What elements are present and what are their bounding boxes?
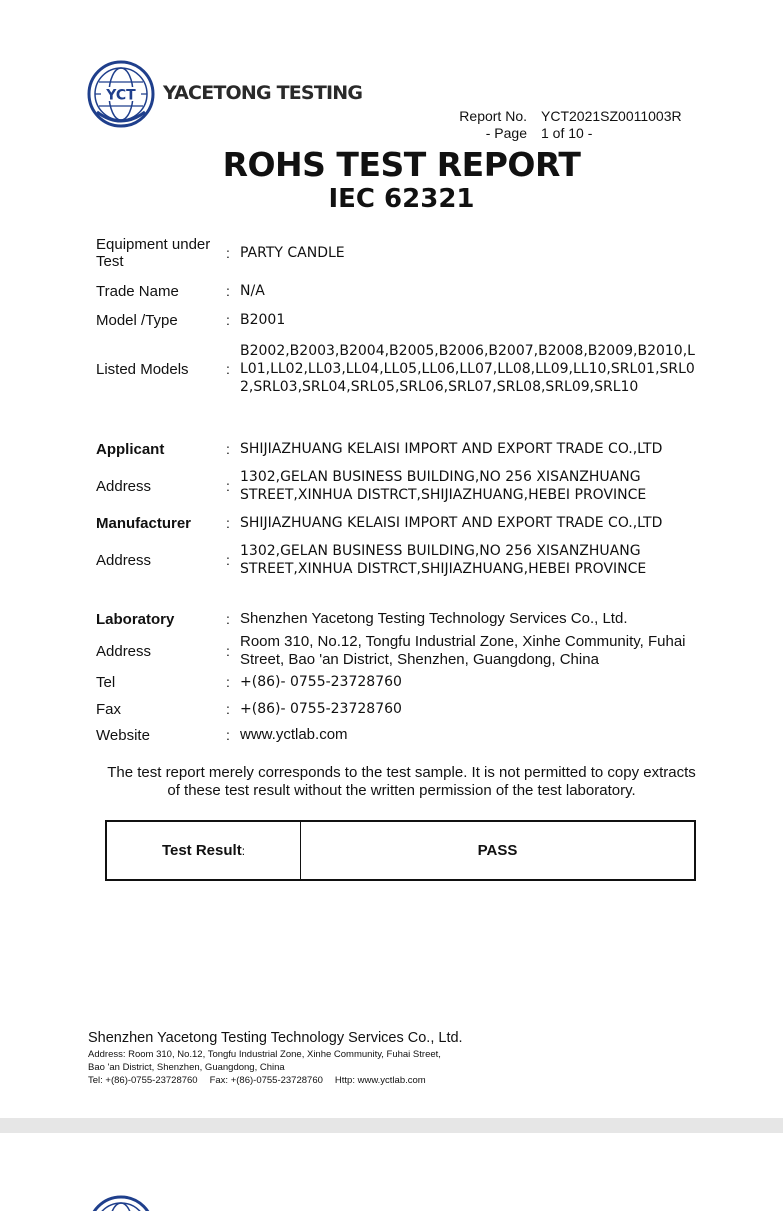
trade-name-colon: : [226, 283, 230, 299]
test-result-label: Test Result [161, 842, 242, 859]
tel-label: Tel [96, 673, 116, 691]
website-value[interactable]: www.yctlab.com [240, 726, 348, 743]
page-footer [88, 1030, 463, 1087]
footer-http[interactable]: Http: www.yctlab.com [334, 1075, 426, 1086]
footer-address-line2: Bao 'an District, Shenzhen, Guangdong, China [88, 1062, 285, 1073]
listed-models-colon: : [226, 361, 230, 377]
field-trade-name [96, 281, 706, 301]
manufacturer-label: Manufacturer [96, 514, 192, 532]
field-manufacturer-address [96, 542, 706, 578]
equipment-colon: : [226, 245, 230, 261]
fax-label: Fax [96, 700, 122, 718]
yct-globe-logo-icon [87, 60, 155, 128]
lab-address-label: Address [96, 642, 152, 660]
brand-name: YACETONG TESTING [163, 82, 363, 104]
page-label: - Page [485, 125, 527, 141]
applicant-address-label: Address [96, 477, 152, 495]
manufacturer-address-value: 1302,GELAN BUSINESS BUILDING,NO 256 XISANZHUANG STREET,XINHUA DISTRCT,SHIJIAZHUANG,HEBEI PROVINCE [240, 543, 647, 577]
model-label: Model /Type [96, 311, 178, 329]
report-standard: IEC 62321 [328, 184, 475, 214]
applicant-label: Applicant [96, 440, 165, 458]
report-title: ROHS TEST REPORT [222, 145, 581, 184]
field-manufacturer [96, 505, 706, 541]
tel-value: +(86)- 0755-23728760 [240, 674, 402, 690]
report-number-block [440, 108, 682, 142]
footer-company: Shenzhen Yacetong Testing Technology Services Co., Ltd. [88, 1030, 463, 1046]
footer-tel: Tel: +(86)-0755-23728760 [88, 1075, 198, 1086]
field-laboratory [96, 609, 706, 629]
lab-address-value: Room 310, No.12, Tongfu Industrial Zone, Xinhe Community, Fuhai Street, Bao 'an District, Shenzhen, Guangdong, China [240, 633, 686, 668]
laboratory-label: Laboratory [96, 610, 175, 628]
test-result-label-cell [107, 822, 301, 879]
footer-fax: Fax: +(86)-0755-23728760 [209, 1075, 323, 1086]
footer-address-line1: Address: Room 310, No.12, Tongfu Industrial Zone, Xinhe Community, Fuhai Street, [88, 1049, 441, 1060]
report-page-2-partial [0, 1133, 783, 1211]
manufacturer-value: SHIJIAZHUANG KELAISI IMPORT AND EXPORT TRADE CO.,LTD [240, 515, 663, 531]
field-model [96, 310, 706, 330]
manufacturer-address-colon: : [226, 552, 230, 568]
report-no-label: Report No. [459, 108, 527, 124]
manufacturer-colon: : [226, 515, 230, 531]
page-value: 1 of 10 - [541, 125, 593, 141]
website-label: Website [96, 726, 150, 744]
fax-value: +(86)- 0755-23728760 [240, 701, 402, 717]
tel-colon: : [226, 674, 230, 690]
test-result-value: PASS [477, 842, 518, 859]
listed-models-value: B2002,B2003,B2004,B2005,B2006,B2007,B2008,B2009,B2010,LL01,LL02,LL03,LL04,LL05,LL06,LL07,LL08,LL09,LL10,SRL01,SRL02,SRL03,SRL04,SRL05,SRL06,SRL07,SRL08,SRL09,SRL10 [240, 343, 695, 395]
field-tel [96, 672, 706, 692]
logo-lettering: YCT [106, 87, 136, 104]
test-result-box [105, 820, 696, 881]
field-applicant-address [96, 468, 706, 504]
report-no-value: YCT2021SZ0011003R [541, 108, 682, 124]
applicant-address-colon: : [226, 478, 230, 494]
footer-contact-line [88, 1074, 463, 1087]
trade-name-label: Trade Name [96, 282, 179, 300]
applicant-value: SHIJIAZHUANG KELAISI IMPORT AND EXPORT TRADE CO.,LTD [240, 441, 663, 457]
website-colon: : [226, 727, 230, 743]
field-website [96, 725, 706, 745]
applicant-address-value: 1302,GELAN BUSINESS BUILDING,NO 256 XISANZHUANG STREET,XINHUA DISTRCT,SHIJIAZHUANG,HEBEI PROVINCE [240, 469, 647, 503]
trade-name-value: N/A [240, 283, 265, 299]
laboratory-value: Shenzhen Yacetong Testing Technology Services Co., Ltd. [240, 610, 628, 627]
field-listed-models [96, 333, 706, 405]
model-value: B2001 [240, 312, 286, 328]
lab-address-colon: : [226, 643, 230, 659]
equipment-label: Equipment under Test [96, 236, 211, 270]
test-result-colon: : [241, 843, 246, 858]
field-lab-address [96, 632, 706, 670]
model-colon: : [226, 312, 230, 328]
field-equipment [96, 235, 706, 271]
listed-models-label: Listed Models [96, 360, 189, 378]
laboratory-colon: : [226, 611, 230, 627]
fax-colon: : [226, 701, 230, 717]
applicant-colon: : [226, 441, 230, 457]
field-fax [96, 699, 706, 719]
field-applicant [96, 431, 706, 467]
copy-restriction-note: The test report merely corresponds to the test sample. It is not permitted to copy extracts of these test result without the written permission of the test laboratory. [107, 764, 696, 799]
equipment-value: PARTY CANDLE [240, 245, 345, 261]
yct-globe-logo-icon-page2 [87, 1195, 155, 1211]
manufacturer-address-label: Address [96, 551, 152, 569]
